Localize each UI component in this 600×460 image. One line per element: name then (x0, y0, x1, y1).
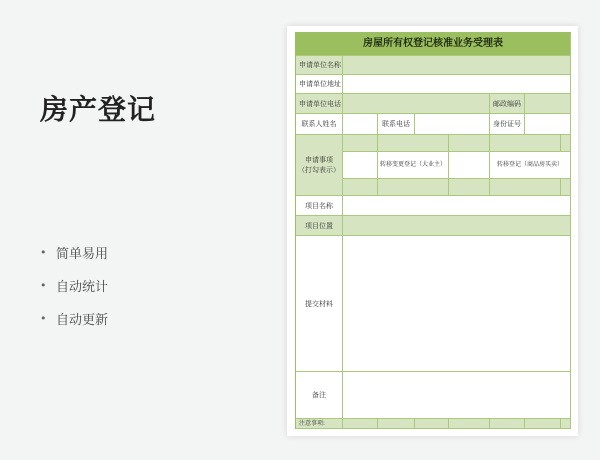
option-1-label: 转移变更登记（大业主） (378, 152, 449, 179)
notes-cell (343, 419, 378, 429)
contact-phone-label: 联系电话 (378, 114, 415, 135)
project-name-label: 项目名称 (296, 196, 343, 216)
items-cell (490, 135, 561, 152)
option-1-checkbox[interactable] (343, 152, 378, 179)
option-2-checkbox[interactable] (449, 152, 490, 179)
items-cell (343, 135, 378, 152)
feature-label: 自动统计 (56, 280, 109, 295)
notes-cell (561, 419, 571, 429)
project-location-field[interactable] (343, 216, 571, 236)
applicant-address-label: 申请单位地址 (296, 75, 343, 94)
remarks-label: 备注 (296, 372, 343, 419)
items-cell (561, 135, 571, 152)
materials-label: 提交材料 (296, 236, 343, 372)
remarks-field[interactable] (343, 372, 571, 419)
items-cell (449, 135, 490, 152)
bullet-icon: • (40, 279, 47, 292)
notes-label: 注意事项: (296, 419, 343, 429)
contact-name-field[interactable] (343, 114, 378, 135)
notes-cell (378, 419, 415, 429)
items-cell (378, 135, 449, 152)
feature-label: 自动更新 (56, 313, 109, 328)
postcode-field[interactable] (525, 94, 571, 114)
form-sheet (287, 26, 578, 436)
applicant-phone-field[interactable] (343, 94, 490, 114)
feature-list (40, 236, 108, 335)
items-cell (490, 179, 561, 196)
items-cell (378, 179, 449, 196)
postcode-label: 邮政编码 (490, 94, 525, 114)
project-name-field[interactable] (343, 196, 571, 216)
items-cell (343, 179, 378, 196)
notes-cell (449, 419, 490, 429)
feature-label: 简单易用 (56, 247, 109, 262)
items-cell (449, 179, 490, 196)
bullet-icon: • (40, 246, 47, 259)
applicant-name-field[interactable] (343, 56, 571, 75)
id-number-field[interactable] (525, 114, 571, 135)
project-location-label: 项目位置 (296, 216, 343, 236)
feature-item (40, 236, 108, 269)
notes-cell (415, 419, 449, 429)
registration-form (295, 32, 571, 429)
bullet-icon: • (40, 312, 47, 325)
feature-item (40, 269, 108, 302)
slide-title: 房产登记 (40, 93, 157, 126)
applicant-phone-label: 申请单位电话 (296, 94, 343, 114)
application-items-label: 申请事项 （打勾表示） (296, 135, 343, 196)
feature-item (40, 302, 108, 335)
notes-cell (490, 419, 525, 429)
contact-name-label: 联系人姓名 (296, 114, 343, 135)
notes-cell (525, 419, 561, 429)
items-cell (561, 179, 571, 196)
applicant-address-field[interactable] (343, 75, 571, 94)
form-title: 房屋所有权登记核准业务受理表 (296, 33, 571, 56)
id-number-label: 身份证号 (490, 114, 525, 135)
materials-field[interactable] (343, 236, 571, 372)
contact-phone-field[interactable] (415, 114, 490, 135)
applicant-name-label: 申请单位名称 (296, 56, 343, 75)
option-2-label: 转移登记（商品房买卖） (490, 152, 571, 179)
